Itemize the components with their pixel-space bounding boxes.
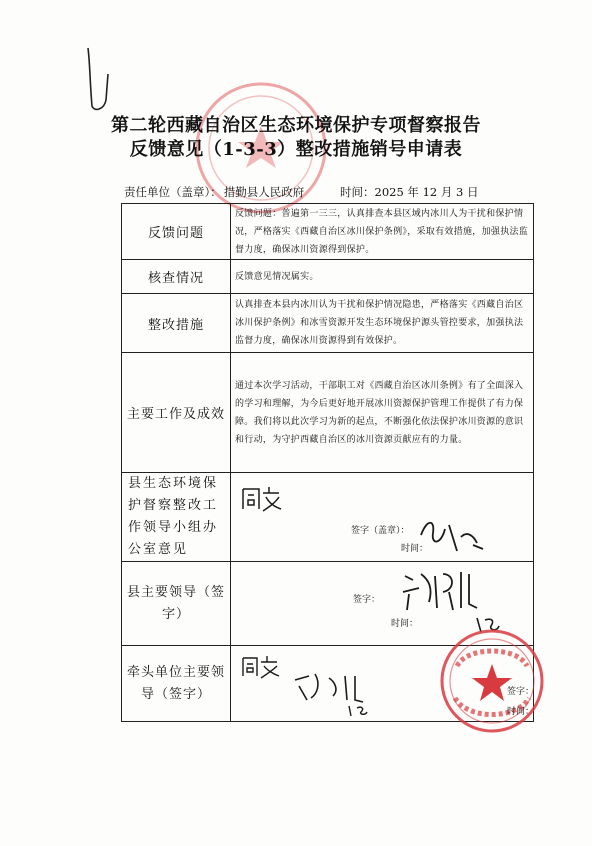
margin-pen-mark [84,44,114,114]
leader-sign-label: 签字： [353,595,381,605]
lead-unit-sign-label: 签字： [507,687,535,697]
lead-unit-label: 牵头单位主要领导（签字） [122,646,231,722]
responsible-unit-row [124,184,534,200]
handwritten-signature-office [417,515,487,555]
office-sign-label: 签字（盖章）： [351,526,410,536]
work-label: 主要工作及成效 [122,353,231,473]
feedback-content: 反馈问题：普遍第一三三，认真排查本县区域内冰川人为干扰和保护情况，严格落实《西藏自治区冰川保护条例》，采取有效措施，加强执法监督力度，确保冰川资源得到保护。 [231,204,534,260]
leader-label: 县主要领导（签字） [122,562,231,646]
office-signature-cell [231,473,534,562]
handwritten-signature-lead-unit [289,666,399,718]
time-value: 2025 年 12 月 3 日 [374,185,479,199]
row-verify [122,260,534,294]
work-content: 通过本次学习活动，干部职工对《西藏自治区冰川条例》有了全面深入的学习和理解，为今后更好地开展冰川资源保护管理工作提供了有力保障。我们将以此次学习为新的起点，不断强化依法保护冰川资源的意识和行动，为守护西藏自治区的冰川资源贡献应有的力量。 [231,353,534,473]
official-red-seal [437,626,547,736]
unit-value: 措勤县人民政府 [223,185,305,199]
row-feedback [122,204,534,260]
form-title-line1: 第二轮西藏自治区生态环境保护专项督察报告 [111,115,481,136]
measures-label: 整改措施 [122,294,231,353]
measures-content: 认真排查本县内冰川认为干扰和保护情况隐患，严格落实《西藏自治区冰川保护条例》和冰雪资源开发生态环境保护源头管控要求，加强执法监督力度，确保冰川资源得到有效保护。 [231,294,534,353]
lead-unit-time-label: 时间： [507,707,535,717]
office-time-label: 时间： [401,544,429,554]
form-title-line2: 反馈意见（1-3-3）整改措施销号申请表 [129,139,463,160]
handwritten-approval-office [239,483,299,513]
unit-label: 责任单位（盖章）： [124,185,222,199]
office-label: 县生态环境保护督察整改工作领导小组办公室意见 [122,473,231,562]
row-lead-unit [122,646,534,722]
lead-unit-signature-cell [231,646,534,722]
leader-time-label: 时间： [391,619,419,629]
row-office-opinion [122,473,534,562]
row-work [122,353,534,473]
time-label: 时间： [340,185,375,199]
application-form-table [121,203,534,722]
row-measures [122,294,534,353]
header-time [340,184,479,200]
verify-content: 反馈意见情况属实。 [231,260,534,294]
verify-label: 核查情况 [122,260,231,294]
feedback-label: 反馈问题 [122,204,231,260]
